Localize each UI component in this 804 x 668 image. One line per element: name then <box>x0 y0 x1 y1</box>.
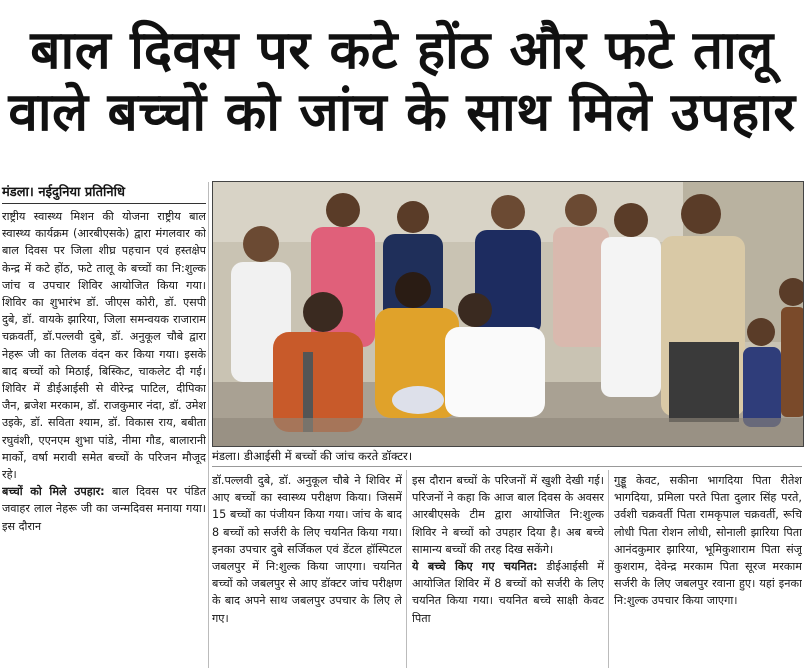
headline <box>0 20 804 144</box>
article-column-2 <box>212 472 402 668</box>
article-paragraph: गुड्डू केवट, सकीना भागदिया पिता रीतेश भागदिया, प्रमिला परते पिता दुलार सिंह परते, उर्वशी चक्रवर्ती पिता रामकृपाल चक्रवर्ती, रूचि लोधी पिता रोशन लोधी, सोनाली झारिया पिता आनंदकुमार झारिया, भूमिकुशाराम पिता संजू कुशराम, देवेन्द्र मरकाम पिता सूरज मरकाम सर्जरी के लिए जबलपुर रवाना हुए। यहां इनका नि:शुल्क उपचार किया जाएगा। <box>614 474 802 608</box>
subheading-gifts: बच्चों को मिले उपहार: <box>2 485 105 499</box>
headline-line-1: बाल दिवस पर कटे होंठ और फटे तालू <box>30 20 774 81</box>
article-column-1 <box>2 208 206 668</box>
subheading-selected-children: ये बच्चे किए गए चयनित: <box>412 560 538 574</box>
article-paragraph: डॉ.पल्लवी दुबे, डॉ. अनुकूल चौबे ने शिविर में आए बच्चों का स्वास्थ्य परीक्षण किया। जिसमें 15 बच्चों का पंजीयन किया गया। जांच के बाद 8 बच्चों को सर्जरी के लिए चयनित किया गया। इनका उपचार दुबे सर्जिकल एवं डेंटल हॉस्पिटल जबलपुर में नि:शुल्क किया जाएगा। चयनित बच्चों को जबलपुर से आए डॉक्टर जांच परीक्षण के बाद अपने साथ जबलपुर उपचार के लिए ले गए। <box>212 474 402 625</box>
byline-rule <box>2 203 206 204</box>
article-paragraph: इस दौरान बच्चों के परिजनों में खुशी देखी गई। परिजनों ने कहा कि आज बाल दिवस के अवसर आरबीएसके टीम द्वारा आयोजित नि:शुल्क शिविर ने बच्चों को उपहार दिया है। अब बच्चे सामान्य बच्चों की तरह दिख सकेंगे। <box>412 474 604 556</box>
column-divider <box>208 182 209 668</box>
article-paragraph-with-subhead <box>2 483 206 535</box>
article-column-4 <box>614 472 802 668</box>
column-divider <box>608 470 609 668</box>
byline: मंडला। नईदुनिया प्रतिनिधि <box>2 185 125 200</box>
headline-line-2: वाले बच्चों को जांच के साथ मिले उपहार <box>8 82 796 143</box>
article-paragraph: बाल दिवस पर पंडित जवाहर लाल नेहरू जी का जन्मदिवस मनाया गया। इस दौरान <box>2 485 206 533</box>
news-photo <box>212 181 804 447</box>
article-paragraph-with-subhead <box>412 558 604 627</box>
article-column-3 <box>412 472 604 668</box>
column-divider <box>406 470 407 668</box>
article-paragraph: डीईआईसी में आयोजित शिविर में 8 बच्चों को सर्जरी के लिए चयनित किया गया। चयनित बच्चे साक्षी केवट पिता <box>412 560 604 625</box>
photo-caption: मंडला। डीआईसी में बच्चों की जांच करते डॉक्टर। <box>212 448 802 467</box>
article-paragraph: राष्ट्रीय स्वास्थ्य मिशन की योजना राष्ट्रीय बाल स्वास्थ्य कार्यक्रम (आरबीएसके) द्वारा मंगलवार को बाल दिवस पर जिला शीघ्र पहचान एवं हस्तक्षेप केन्द्र में कटे होंठ, फटे तालू के बच्चों का नि:शुल्क जांच व उपचार शिविर आयोजित किया गया। शिविर का शुभारंभ डॉ. जीएस कोरी, डॉ. एसपी दुबे, डॉ. वायके झारिया, जिला समन्वयक राजाराम चक्रवर्ती, डॉ.पल्लवी दुबे, डॉ. अनुकूल चौबे द्वारा नेहरू जी का तिलक वंदन कर किया गया। इसके बाद बच्चों को मिठाई, बिस्किट, चाकलेट दी गई। शिविर में डीईआईसी से वीरेन्द्र पाटिल, दीपिका जैन, ब्रजेश मरकाम, डॉ. राजकुमार नंदा, डॉ. उमेश उइके, डॉ. सविता श्याम, डॉ. विकास राय, बबीता रघुवंशी, एएनएम शुभा पांडे, नीमा गौड, बालारानी मार्को, वर्षा मरावी समेत बच्चों के परिजन मौजूद रहे। <box>2 210 206 482</box>
photo-illustration <box>213 182 803 446</box>
